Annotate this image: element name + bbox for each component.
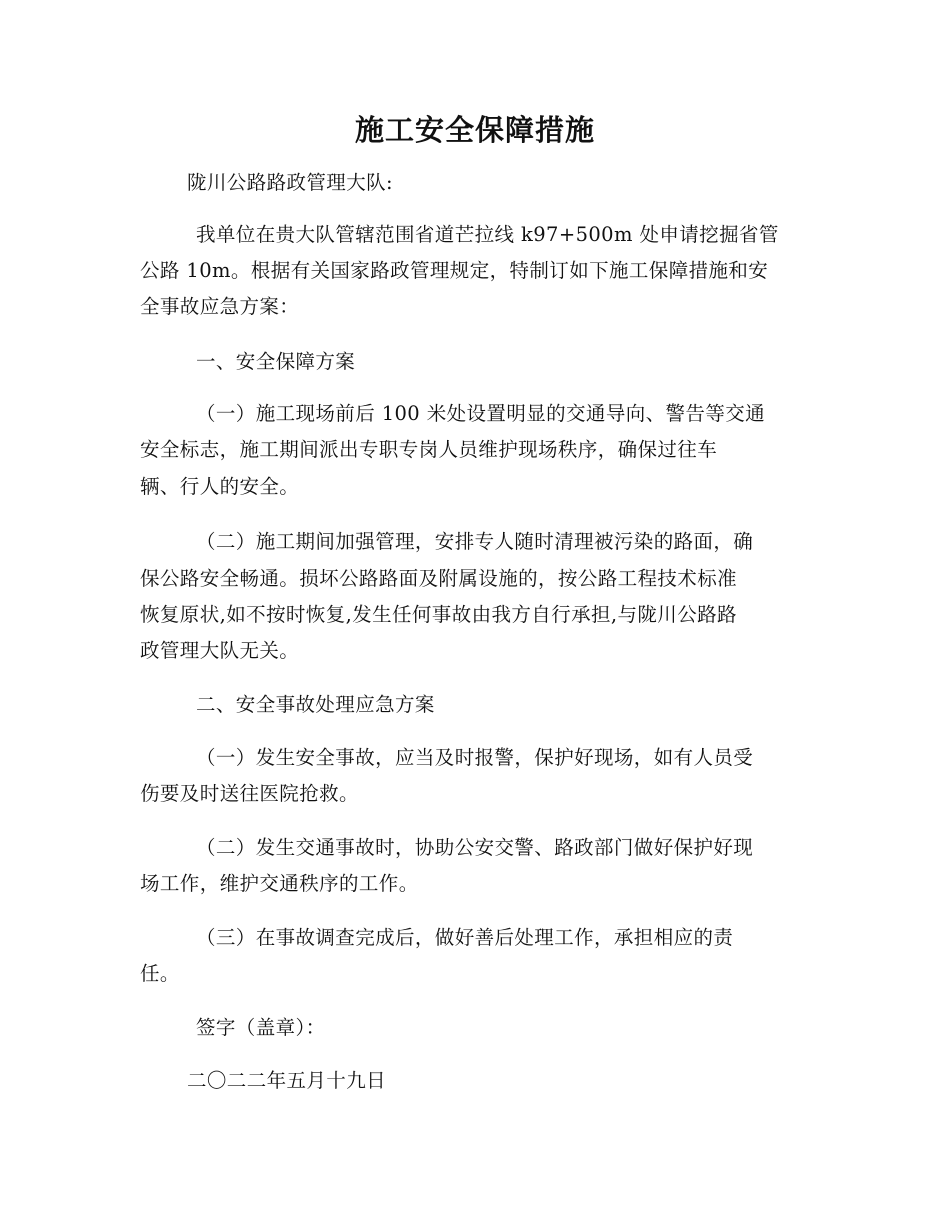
date-line: 二〇二二年五月十九日: [187, 1069, 387, 1092]
section1-item2-line: （二）施工期间加强管理，安排专人随时清理被污染的路面，确: [196, 530, 754, 553]
signature-line: 签字（盖章）：: [196, 1016, 326, 1039]
section2-item3-line: （三）在事故调查完成后，做好善后处理工作，承担相应的责: [196, 926, 734, 949]
section2-item2-line: （二）发生交通事故时，协助公安交警、路政部门做好保护好现: [196, 836, 754, 859]
intro-line: 我单位在贵大队管辖范围省道芒拉线 k97+500m 处申请挖掘省管: [196, 223, 779, 246]
section1-item2-line: 恢复原状,如不按时恢复,发生任何事故由我方自行承担,与陇川公路路: [140, 603, 737, 626]
section-heading-2: 二、安全事故处理应急方案: [196, 693, 435, 716]
intro-line: 公路 10m。根据有关国家路政管理规定，特制订如下施工保障措施和安: [140, 259, 769, 282]
section1-item2-line: 政管理大队无关。: [140, 639, 300, 662]
document-title: 施工安全保障措施: [354, 113, 595, 147]
section1-item1-line: 辆、行人的安全。: [140, 475, 300, 498]
section1-item1-line: 安全标志，施工期间派出专职专岗人员维护现场秩序，确保过往车: [140, 438, 718, 461]
section-heading-1: 一、安全保障方案: [196, 350, 356, 373]
section2-item1-line: （一）发生安全事故，应当及时报警，保护好现场，如有人员受: [196, 746, 754, 769]
section2-item3-line: 任。: [140, 962, 180, 985]
intro-line: 全事故应急方案：: [140, 295, 300, 318]
section2-item2-line: 场工作，维护交通秩序的工作。: [140, 872, 419, 895]
salutation: 陇川公路路政管理大队:: [187, 171, 393, 194]
section1-item2-line: 保公路安全畅通。损坏公路路面及附属设施的，按公路工程技术标准: [140, 567, 738, 590]
section1-item1-line: （一）施工现场前后 100 米处设置明显的交通导向、警告等交通: [196, 402, 766, 425]
section2-item1-line: 伤要及时送往医院抢救。: [140, 782, 359, 805]
